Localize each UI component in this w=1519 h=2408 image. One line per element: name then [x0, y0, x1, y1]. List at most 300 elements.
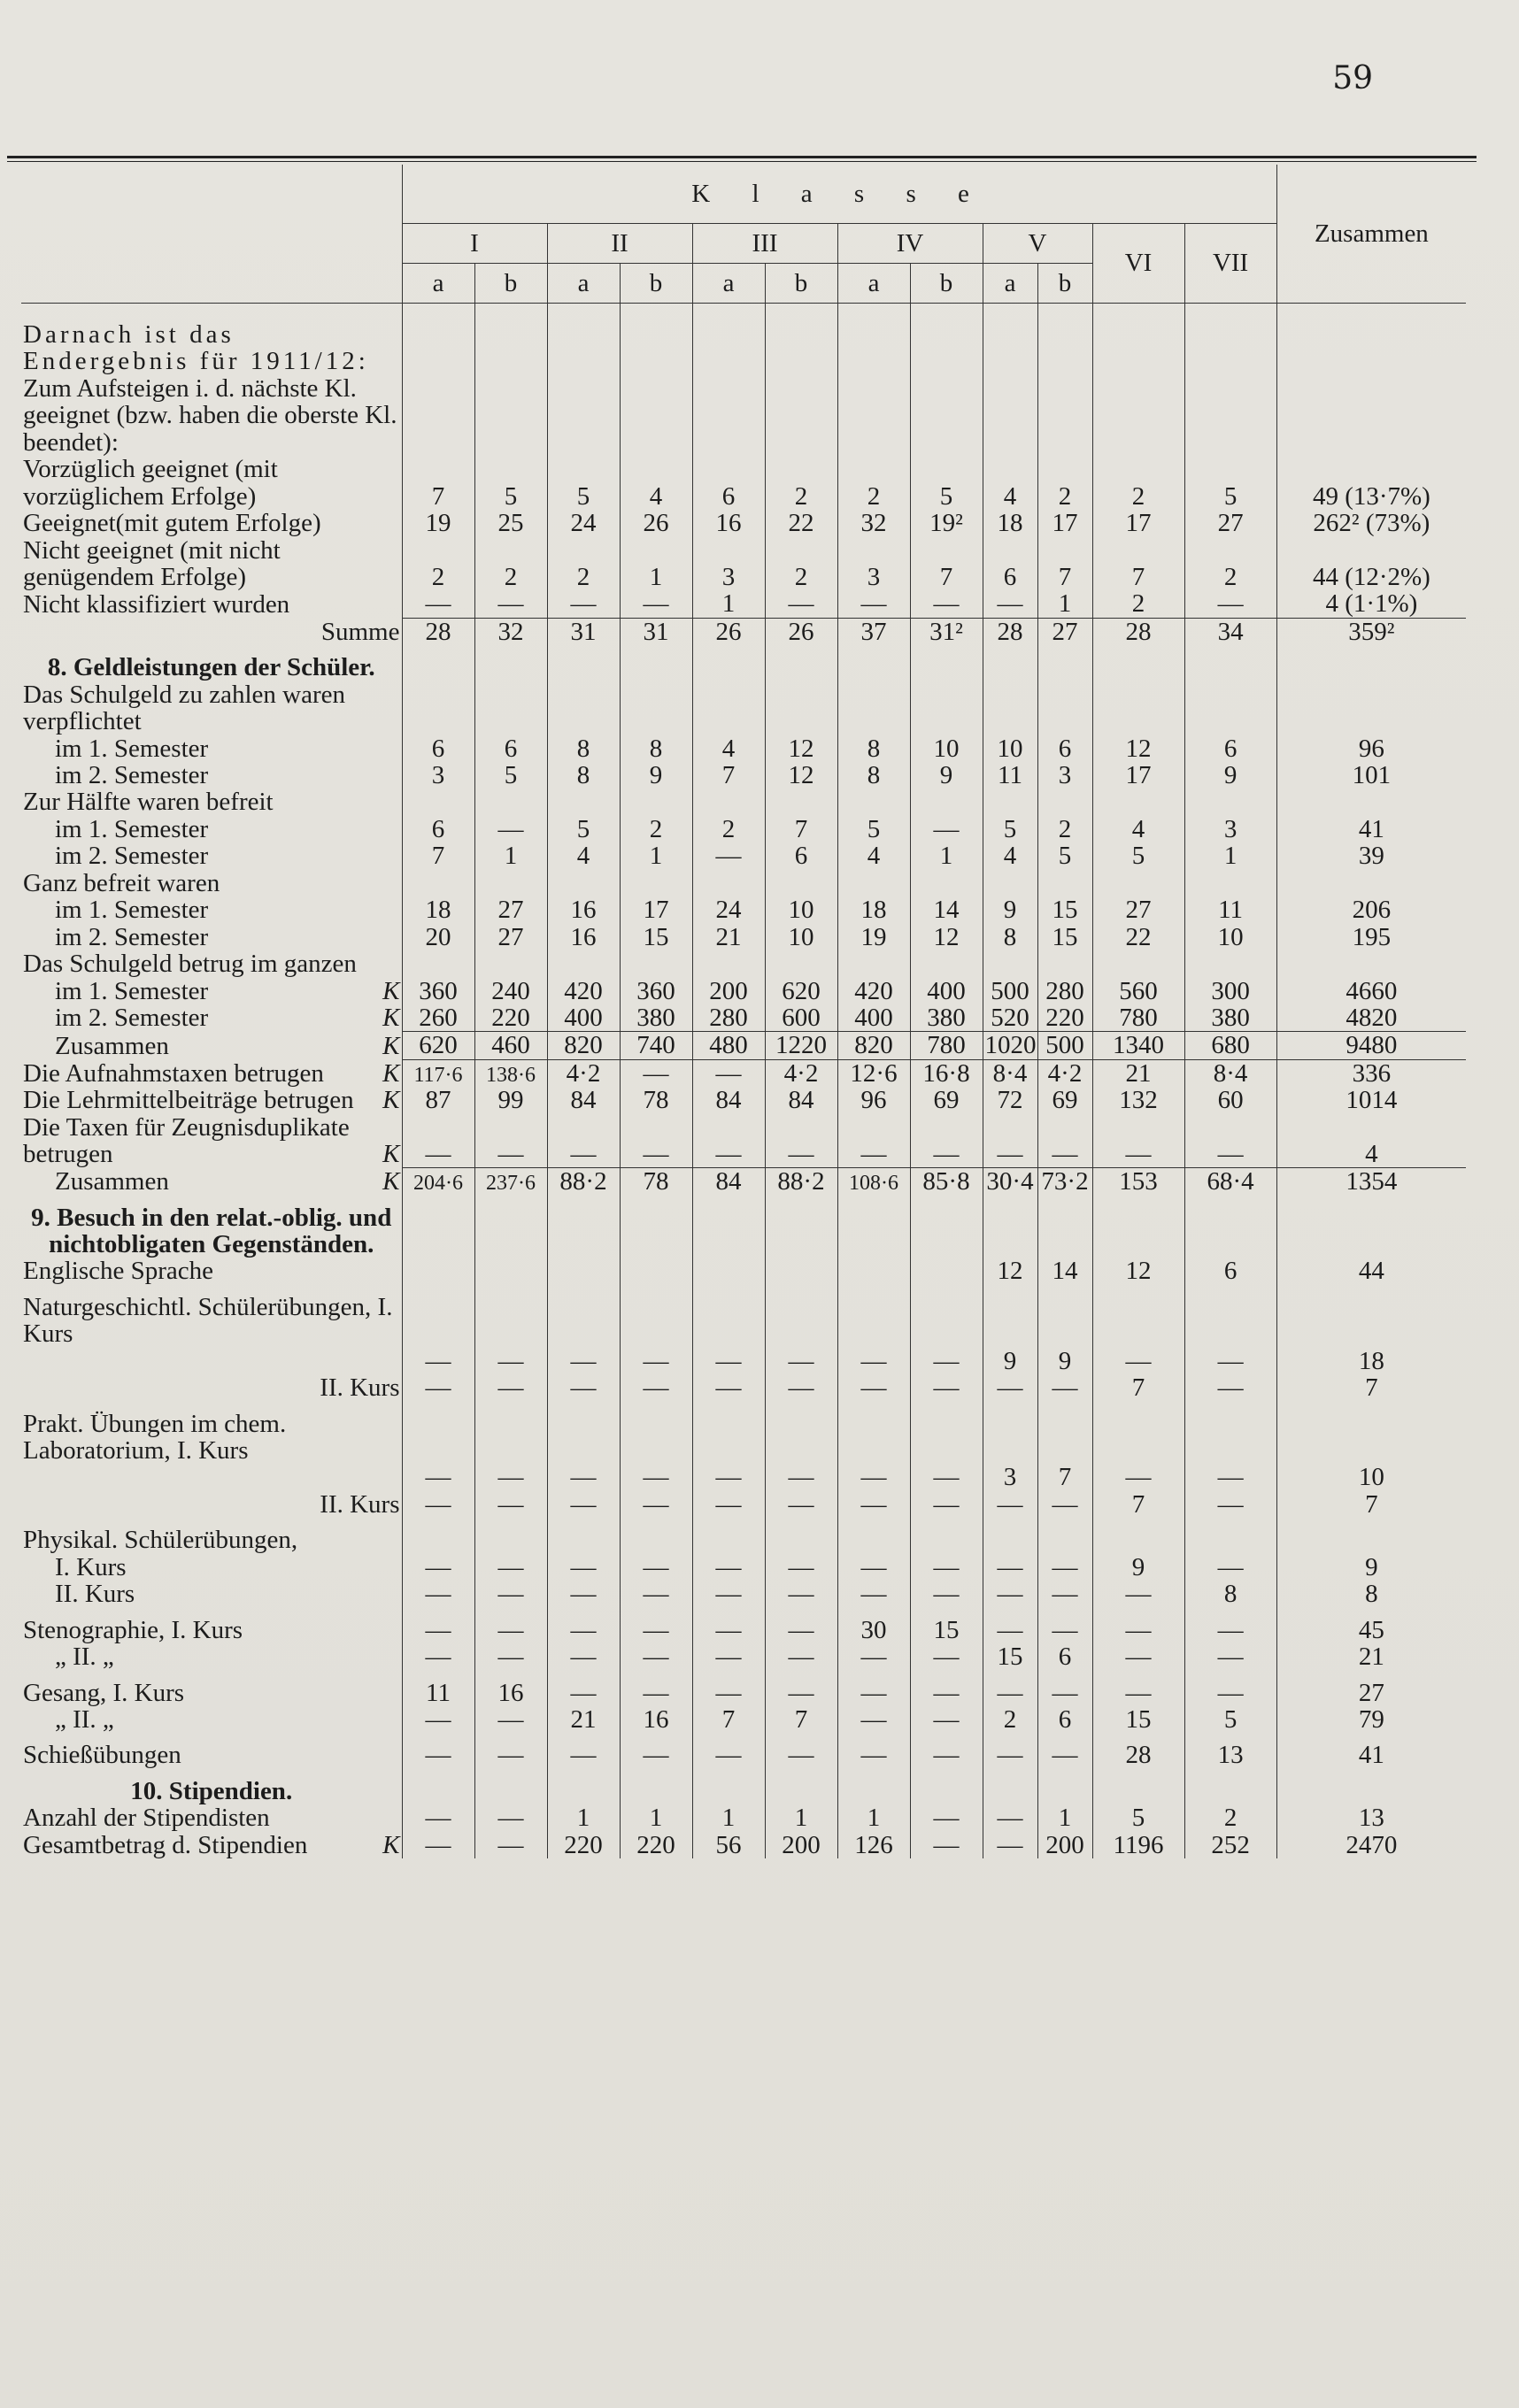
- value-cell: 7: [1092, 1491, 1184, 1518]
- row-label: Zur Hälfte waren befreit: [23, 788, 274, 817]
- empty-cell: [983, 645, 1037, 681]
- section-text-row: [21, 1402, 1466, 1465]
- group-header: VII: [1184, 224, 1276, 304]
- value-cell: —: [547, 1671, 620, 1706]
- value-cell: 20: [402, 924, 474, 950]
- value-cell: —: [837, 1114, 910, 1168]
- value-cell: —: [692, 1581, 765, 1607]
- value-cell: 1: [692, 1804, 765, 1831]
- value-cell: 5: [547, 816, 620, 842]
- table-row: [21, 590, 1466, 618]
- empty-cell: [547, 1518, 620, 1553]
- value-cell: 17: [1092, 510, 1184, 536]
- empty-cell: [765, 1518, 837, 1553]
- row-label: [21, 1004, 402, 1032]
- empty-cell: [910, 681, 983, 735]
- value-cell: 12: [910, 924, 983, 950]
- empty-cell: [1184, 789, 1276, 815]
- empty-cell: [1184, 870, 1276, 896]
- empty-cell: [620, 1518, 692, 1553]
- row-label-text: im 2. Semester: [55, 922, 209, 951]
- row-label: Das Schulgeld zu zahlen waren verpflichtet: [23, 680, 345, 736]
- unit-label: K: [382, 1058, 400, 1088]
- value-cell: 1: [837, 1804, 910, 1831]
- value-cell: 88·2: [547, 1168, 620, 1196]
- value-cell: 560: [1092, 978, 1184, 1004]
- value-cell: —: [983, 1804, 1037, 1831]
- value-cell: 15: [1037, 896, 1092, 923]
- value-cell: 2: [402, 537, 474, 591]
- value-cell: 4·2: [765, 1059, 837, 1087]
- value-cell: 56: [692, 1832, 765, 1858]
- table-row: [21, 1733, 1466, 1768]
- value-cell: 3: [1184, 816, 1276, 842]
- value-cell: 10: [983, 735, 1037, 762]
- table-row: [21, 1087, 1466, 1113]
- total-cell: 206: [1276, 896, 1466, 923]
- empty-cell: [1037, 1402, 1092, 1465]
- empty-cell: [837, 1518, 910, 1553]
- empty-cell: [765, 1402, 837, 1465]
- value-cell: —: [620, 1581, 692, 1607]
- value-cell: 19: [402, 510, 474, 536]
- value-cell: 27: [1184, 510, 1276, 536]
- value-cell: 2: [983, 1706, 1037, 1733]
- value-cell: 10: [910, 735, 983, 762]
- value-cell: 9: [620, 762, 692, 789]
- total-cell: 9480: [1276, 1032, 1466, 1059]
- value-cell: —: [910, 1491, 983, 1518]
- value-cell: 2: [1184, 1804, 1276, 1831]
- value-cell: —: [547, 1733, 620, 1768]
- empty-cell: [1037, 1769, 1092, 1804]
- value-cell: 4: [547, 842, 620, 869]
- empty-cell: [474, 1196, 547, 1258]
- value-cell: 820: [547, 1032, 620, 1059]
- value-cell: —: [692, 1671, 765, 1706]
- value-cell: 69: [1037, 1087, 1092, 1113]
- empty-cell: [620, 375, 692, 456]
- empty-cell: [1184, 375, 1276, 456]
- row-label: [21, 1706, 402, 1733]
- value-cell: [692, 1258, 765, 1284]
- value-cell: —: [402, 1491, 474, 1518]
- value-cell: —: [1184, 1608, 1276, 1643]
- top-rule: [7, 156, 1477, 162]
- total-cell: 41: [1276, 1733, 1466, 1768]
- value-cell: —: [910, 590, 983, 618]
- row-label: Zum Aufsteigen i. d. nächste Kl. geeignet (bzw. haben die oberste Kl. beendet):: [23, 373, 397, 457]
- empty-cell: [1092, 1285, 1184, 1348]
- row-label: [21, 1581, 402, 1607]
- empty-cell: [983, 304, 1037, 375]
- empty-cell: [910, 1518, 983, 1553]
- value-cell: —: [837, 590, 910, 618]
- empty-cell: [765, 1196, 837, 1258]
- value-cell: 15: [1037, 924, 1092, 950]
- value-cell: —: [620, 1464, 692, 1490]
- value-cell: 117·6: [402, 1059, 474, 1087]
- sub-header: b: [1037, 264, 1092, 304]
- empty-cell: [1092, 375, 1184, 456]
- value-cell: 2: [1037, 816, 1092, 842]
- row-label-text: im 1. Semester: [55, 734, 209, 763]
- value-cell: —: [1037, 1608, 1092, 1643]
- table-row: [21, 1608, 1466, 1643]
- empty-cell: [620, 950, 692, 977]
- empty-cell: [547, 1285, 620, 1348]
- empty-cell: [620, 645, 692, 681]
- value-cell: 11: [1184, 896, 1276, 923]
- sub-header: b: [910, 264, 983, 304]
- value-cell: —: [474, 1464, 547, 1490]
- value-cell: 2: [1092, 590, 1184, 618]
- table-row: [21, 1464, 1466, 1490]
- empty-cell: [1037, 1285, 1092, 1348]
- value-cell: 88·2: [765, 1168, 837, 1196]
- empty-cell: [620, 1769, 692, 1804]
- empty-cell: [837, 950, 910, 977]
- value-cell: 360: [402, 978, 474, 1004]
- value-cell: 9: [983, 896, 1037, 923]
- empty-cell: [983, 1196, 1037, 1258]
- value-cell: —: [1184, 590, 1276, 618]
- value-cell: 11: [983, 762, 1037, 789]
- value-cell: 7: [1092, 1374, 1184, 1401]
- value-cell: 78: [620, 1087, 692, 1113]
- empty-cell: [402, 1196, 474, 1258]
- value-cell: —: [547, 1643, 620, 1670]
- empty-cell: [837, 645, 910, 681]
- value-cell: —: [474, 1608, 547, 1643]
- value-cell: 17: [1092, 762, 1184, 789]
- value-cell: 12: [765, 735, 837, 762]
- empty-cell: [910, 304, 983, 375]
- group-header: III: [692, 224, 837, 264]
- value-cell: 21: [547, 1706, 620, 1733]
- value-cell: 138·6: [474, 1059, 547, 1087]
- row-label-text: Stenographie, I. Kurs: [23, 1615, 243, 1644]
- value-cell: 18: [402, 896, 474, 923]
- empty-cell: [1276, 1402, 1466, 1465]
- empty-cell: [765, 950, 837, 977]
- value-cell: —: [910, 1554, 983, 1581]
- value-cell: 69: [910, 1087, 983, 1113]
- total-cell: 41: [1276, 816, 1466, 842]
- row-label: Das Schulgeld betrug im ganzen: [23, 950, 357, 979]
- empty-cell: [692, 870, 765, 896]
- value-cell: —: [474, 1348, 547, 1374]
- value-cell: 84: [547, 1087, 620, 1113]
- row-label-text: Zusammen: [55, 1031, 169, 1060]
- value-cell: —: [474, 1804, 547, 1831]
- value-cell: —: [837, 1554, 910, 1581]
- empty-cell: [837, 304, 910, 375]
- value-cell: —: [910, 1464, 983, 1490]
- value-cell: —: [765, 1114, 837, 1168]
- empty-cell: [837, 681, 910, 735]
- section-text-row: [21, 1196, 1466, 1258]
- value-cell: —: [983, 590, 1037, 618]
- value-cell: 1: [765, 1804, 837, 1831]
- row-label-text: Summe: [320, 617, 400, 646]
- table-row: [21, 1004, 1466, 1032]
- empty-cell: [765, 1769, 837, 1804]
- value-cell: 6: [765, 842, 837, 869]
- value-cell: 21: [1092, 1059, 1184, 1087]
- value-cell: —: [1184, 1643, 1276, 1670]
- value-cell: 30: [837, 1608, 910, 1643]
- total-cell: 4660: [1276, 978, 1466, 1004]
- empty-cell: [692, 1518, 765, 1553]
- value-cell: 32: [837, 510, 910, 536]
- row-label-text: Gesamtbetrag d. Stipendien: [23, 1830, 308, 1859]
- empty-cell: [402, 950, 474, 977]
- section-title: 8. Geldleistungen der Schüler.: [47, 653, 375, 682]
- total-cell: 18: [1276, 1348, 1466, 1374]
- value-cell: 2: [692, 816, 765, 842]
- empty-cell: [983, 681, 1037, 735]
- value-cell: 153: [1092, 1168, 1184, 1196]
- row-label: [21, 1832, 402, 1858]
- value-cell: —: [765, 1643, 837, 1670]
- group-header: V: [983, 224, 1092, 264]
- total-cell: 4: [1276, 1114, 1466, 1168]
- value-cell: 300: [1184, 978, 1276, 1004]
- value-cell: —: [1184, 1491, 1276, 1518]
- empty-cell: [837, 1769, 910, 1804]
- total-cell: 4 (1·1%): [1276, 590, 1466, 618]
- sub-header: b: [620, 264, 692, 304]
- header-row-klasse: [21, 165, 1466, 224]
- value-cell: 5: [1184, 456, 1276, 510]
- value-cell: 7: [692, 762, 765, 789]
- value-cell: 37: [837, 618, 910, 645]
- empty-cell: [620, 789, 692, 815]
- value-cell: —: [837, 1348, 910, 1374]
- row-label: [21, 896, 402, 923]
- value-cell: —: [692, 1464, 765, 1490]
- value-cell: 8: [1184, 1581, 1276, 1607]
- table-row: [21, 1491, 1466, 1518]
- value-cell: —: [402, 1804, 474, 1831]
- value-cell: 380: [1184, 1004, 1276, 1032]
- value-cell: 99: [474, 1087, 547, 1113]
- table-row: [21, 978, 1466, 1004]
- value-cell: [620, 1258, 692, 1284]
- empty-cell: [1037, 789, 1092, 815]
- empty-cell: [474, 375, 547, 456]
- value-cell: 16·8: [910, 1059, 983, 1087]
- empty-cell: [620, 304, 692, 375]
- value-cell: 420: [547, 978, 620, 1004]
- empty-cell: [837, 1402, 910, 1465]
- total-cell: 10: [1276, 1464, 1466, 1490]
- value-cell: —: [402, 1374, 474, 1401]
- value-cell: 21: [692, 924, 765, 950]
- value-cell: 15: [620, 924, 692, 950]
- empty-cell: [1184, 950, 1276, 977]
- empty-cell: [402, 304, 474, 375]
- value-cell: —: [547, 1581, 620, 1607]
- value-cell: [910, 1258, 983, 1284]
- row-label: [21, 1059, 402, 1087]
- value-cell: —: [692, 1348, 765, 1374]
- value-cell: 16: [620, 1706, 692, 1733]
- row-label: [21, 1087, 402, 1113]
- value-cell: 30·4: [983, 1168, 1037, 1196]
- value-cell: —: [1184, 1348, 1276, 1374]
- empty-cell: [910, 789, 983, 815]
- value-cell: —: [402, 1643, 474, 1670]
- row-label: [21, 1804, 402, 1831]
- total-cell: 44: [1276, 1258, 1466, 1284]
- value-cell: 7: [692, 1706, 765, 1733]
- value-cell: 11: [402, 1671, 474, 1706]
- value-cell: —: [910, 816, 983, 842]
- total-cell: 101: [1276, 762, 1466, 789]
- empty-cell: [547, 950, 620, 977]
- value-cell: 73·2: [1037, 1168, 1092, 1196]
- section-title: 9. Besuch in den relat.-oblig. und nichtobligaten Gegenständen.: [31, 1203, 392, 1258]
- value-cell: —: [1037, 1671, 1092, 1706]
- value-cell: 31²: [910, 618, 983, 645]
- empty-cell: [1184, 1769, 1276, 1804]
- empty-cell: [1092, 1196, 1184, 1258]
- value-cell: 6: [402, 816, 474, 842]
- value-cell: 380: [620, 1004, 692, 1032]
- value-cell: 1340: [1092, 1032, 1184, 1059]
- value-cell: 7: [1037, 1464, 1092, 1490]
- value-cell: —: [1092, 1671, 1184, 1706]
- value-cell: —: [620, 1374, 692, 1401]
- value-cell: —: [765, 1374, 837, 1401]
- value-cell: —: [620, 1733, 692, 1768]
- value-cell: —: [837, 1464, 910, 1490]
- value-cell: 1: [620, 537, 692, 591]
- value-cell: —: [474, 590, 547, 618]
- value-cell: 15: [1092, 1706, 1184, 1733]
- empty-cell: [547, 375, 620, 456]
- empty-cell: [837, 375, 910, 456]
- empty-cell: [1092, 681, 1184, 735]
- total-cell: 2470: [1276, 1832, 1466, 1858]
- value-cell: 2: [1092, 456, 1184, 510]
- empty-cell: [692, 681, 765, 735]
- value-cell: —: [765, 1733, 837, 1768]
- row-label-text: Zusammen: [55, 1167, 169, 1196]
- value-cell: 15: [910, 1608, 983, 1643]
- row-label-text: I. Kurs: [55, 1552, 127, 1581]
- value-cell: 6: [983, 537, 1037, 591]
- empty-cell: [402, 1285, 474, 1348]
- row-label: [21, 816, 402, 842]
- value-cell: 8·4: [1184, 1059, 1276, 1087]
- value-cell: 3: [402, 762, 474, 789]
- value-cell: —: [983, 1491, 1037, 1518]
- total-cell: 45: [1276, 1608, 1466, 1643]
- value-cell: 1: [1184, 842, 1276, 869]
- value-cell: 4: [837, 842, 910, 869]
- value-cell: —: [910, 1348, 983, 1374]
- value-cell: 6: [1037, 1643, 1092, 1670]
- total-cell: 195: [1276, 924, 1466, 950]
- empty-cell: [1276, 789, 1466, 815]
- value-cell: 8: [983, 924, 1037, 950]
- empty-cell: [547, 789, 620, 815]
- table-row: [21, 1059, 1466, 1087]
- total-cell: 79: [1276, 1706, 1466, 1733]
- value-cell: 9: [1184, 762, 1276, 789]
- table-row: [21, 537, 1466, 591]
- value-cell: —: [1092, 1581, 1184, 1607]
- row-label-text: „ II. „: [55, 1643, 114, 1672]
- row-label-text: II. Kurs: [320, 1373, 400, 1403]
- value-cell: 1020: [983, 1032, 1037, 1059]
- row-label: Darnach ist das Endergebnis für 1911/12:: [23, 320, 369, 376]
- empty-cell: [692, 789, 765, 815]
- value-cell: —: [910, 1804, 983, 1831]
- empty-cell: [983, 1402, 1037, 1465]
- sub-header: b: [765, 264, 837, 304]
- empty-cell: [474, 304, 547, 375]
- empty-cell: [1092, 789, 1184, 815]
- value-cell: 96: [837, 1087, 910, 1113]
- row-label-text: Nicht geeignet (mit nicht genügendem Erfolge): [23, 535, 281, 591]
- value-cell: 1: [547, 1804, 620, 1831]
- value-cell: 237·6: [474, 1168, 547, 1196]
- value-cell: 820: [837, 1032, 910, 1059]
- empty-cell: [402, 1518, 474, 1553]
- table-row: [21, 1374, 1466, 1401]
- row-label: [21, 1733, 402, 1768]
- value-cell: 5: [1184, 1706, 1276, 1733]
- value-cell: 7: [765, 816, 837, 842]
- value-cell: —: [1037, 1374, 1092, 1401]
- value-cell: 7: [910, 537, 983, 591]
- group-header: II: [547, 224, 692, 264]
- empty-cell: [1184, 645, 1276, 681]
- value-cell: —: [983, 1581, 1037, 1607]
- value-cell: 400: [837, 1004, 910, 1032]
- row-label: [21, 842, 402, 869]
- value-cell: —: [692, 1608, 765, 1643]
- value-cell: 200: [692, 978, 765, 1004]
- row-label: [21, 978, 402, 1004]
- table-row: [21, 1032, 1466, 1059]
- row-label-text: Die Aufnahmstaxen betrugen: [23, 1058, 324, 1088]
- row-label: [21, 1114, 402, 1168]
- value-cell: 4: [692, 735, 765, 762]
- value-cell: 2: [547, 537, 620, 591]
- empty-cell: [1037, 1518, 1092, 1553]
- value-cell: 60: [1184, 1087, 1276, 1113]
- value-cell: 400: [547, 1004, 620, 1032]
- empty-cell: [547, 1196, 620, 1258]
- value-cell: —: [1092, 1643, 1184, 1670]
- table-row: [21, 618, 1466, 645]
- value-cell: —: [474, 816, 547, 842]
- value-cell: 5: [910, 456, 983, 510]
- value-cell: —: [402, 1706, 474, 1733]
- empty-cell: [1276, 1285, 1466, 1348]
- empty-cell: [983, 375, 1037, 456]
- value-cell: [474, 1258, 547, 1284]
- row-label-text: im 2. Semester: [55, 842, 209, 871]
- value-cell: —: [474, 1832, 547, 1858]
- value-cell: 240: [474, 978, 547, 1004]
- value-cell: —: [402, 590, 474, 618]
